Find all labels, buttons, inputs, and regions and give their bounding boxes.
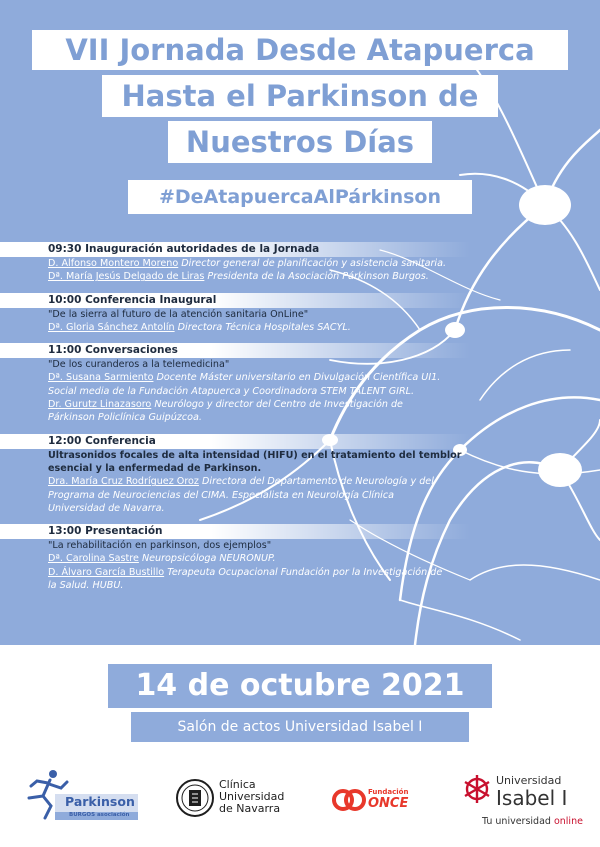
isabel-tagline-accent: online [553,816,583,827]
isabel-logo-line2: Isabel I [496,786,568,810]
once-logo-line1: Fundación [368,788,409,796]
title-line-3: Nuestros Días [168,121,432,163]
title-line-1: VII Jornada Desde Atapuerca [32,30,568,70]
event-venue: Salón de actos Universidad Isabel I [131,712,469,742]
speaker-role: Presidenta de la Asociación Párkinson Burgos. [204,271,429,283]
parkinson-logo-name: Parkinson [65,794,135,809]
clinica-logo-line1: Clínica [219,778,256,791]
once-logo-line2: ONCE [368,796,409,811]
session-keynote [0,293,470,335]
session-heading: 10:00 Conferencia Inaugural [0,293,470,308]
speaker-line [0,475,470,488]
isabel-logo-line1: Universidad [496,774,562,787]
speaker-role: Directora del Departamento de Neurología y del [198,476,434,488]
session-heading: 11:00 Conversaciones [0,343,470,358]
speaker-line [0,566,470,579]
parkinson-burgos-logo [15,766,140,822]
isabel-tagline-text: Tu universidad [482,816,554,827]
speaker-role-continued: la Salud. HUBU. [48,580,124,592]
event-date: 14 de octubre 2021 [108,664,492,708]
once-rings-icon [332,788,366,812]
session-topic: esencial y la enfermedad de Parkinson. [48,462,262,474]
speaker-role: Directora Técnica Hospitales SACYL. [174,321,351,333]
university-seal-icon [175,774,215,822]
session-heading: 12:00 Conferencia [0,434,470,449]
program-schedule [0,242,470,601]
isabel-star-icon [462,772,492,806]
speaker-name: Dª. Susana Sarmiento [48,372,154,384]
speaker-name: Dª. María Jesús Delgado de Liras [48,271,205,283]
speaker-name: Dª. Gloria Sánchez Antolín [48,321,175,333]
clinica-logo-line3: de Navarra [219,802,281,815]
clinica-logo-line2: Universidad [219,790,285,803]
speaker-line [0,398,470,411]
speaker-name: Dr. Gurutz Linazasoro [48,399,152,411]
session-title: "La rehabilitación en parkinson, dos ejemplos" [48,540,272,552]
speaker-line [0,552,470,565]
isabel-logo-tagline [482,816,583,827]
speaker-role: Terapeuta Ocupacional Fundación por la Investigación de [164,566,443,578]
speaker-role: Director general de planificación y asistencia sanitaria. [178,258,447,269]
speaker-role: Neurólogo y director del Centro de Investigación de [151,399,403,411]
speaker-name: Dra. María Cruz Rodríguez Oroz [48,476,199,488]
speaker-role-continued: Programa de Neurociencias del CIMA. Especialista en Neurología Clínica [48,489,394,501]
session-title: "De los curanderos a la telemedicina" [48,359,230,371]
universidad-isabel-logo [462,768,587,830]
session-presentation [0,524,470,592]
hashtag-banner: #DeAtapuercaAlPárkinson [128,180,472,214]
speaker-line [0,321,470,334]
session-heading: 13:00 Presentación [0,524,470,539]
session-opening [0,242,470,284]
speaker-line [0,257,470,270]
session-heading: 09:30 Inauguración autoridades de la Jornada [0,242,470,257]
speaker-name: D. Álvaro García Bustillo [48,566,165,578]
parkinson-logo-sub: BURGOS asociación [69,812,130,818]
speaker-role-continued: Párkinson Policlínica Guipúzcoa. [48,412,202,424]
speaker-role: Docente Máster universitario en Divulgación Científica UI1. [153,372,441,384]
session-conference [0,434,470,515]
session-title: "De la sierra al futuro de la atención sanitaria OnLine" [48,308,309,320]
speaker-role: Neuropsicóloga NEURONUP. [138,553,276,565]
speaker-role-continued: Social media de la Fundación Atapuerca y Coordinadora STEM TALENT GIRL. [48,385,415,397]
speaker-line [0,371,470,384]
speaker-line [0,270,470,283]
title-line-2: Hasta el Parkinson de [102,75,498,117]
clinica-universidad-navarra-logo [175,774,295,826]
speaker-name: D. Alfonso Montero Moreno [48,258,179,269]
fundacion-once-logo [332,785,427,815]
session-conversations [0,343,470,424]
speaker-name: Dª. Carolina Sastre [48,553,139,565]
session-topic: Ultrasonidos focales de alta intensidad (HIFU) en el tratamiento del temblor [48,449,462,461]
speaker-role-continued: Universidad de Navarra. [48,502,165,514]
